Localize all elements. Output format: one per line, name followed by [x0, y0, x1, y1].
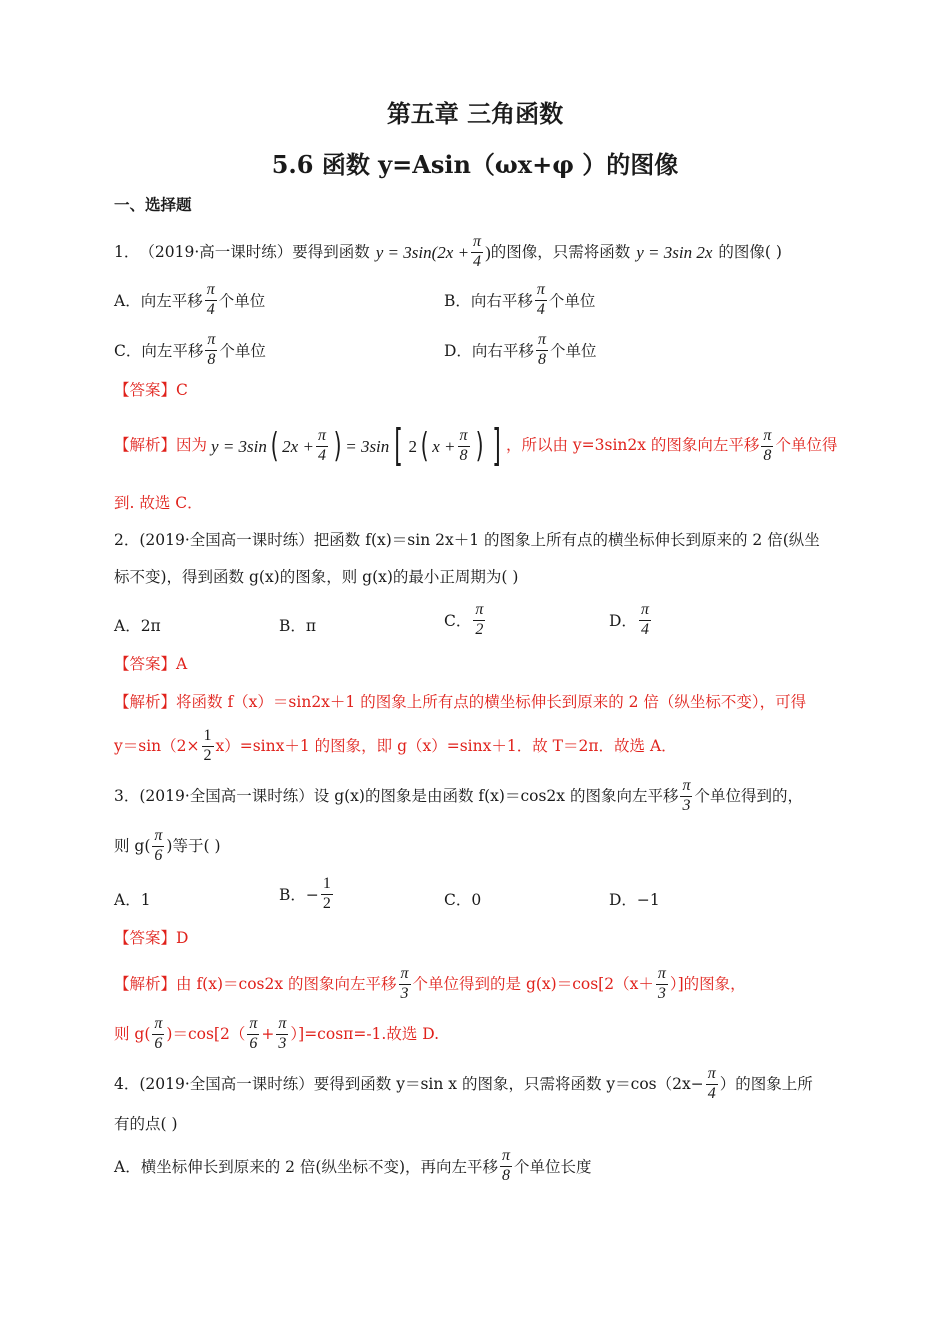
q2-option-b[interactable]: B．π	[279, 617, 317, 635]
q1-explanation: 【解析】 因为 y = 3sin ( 2x + $\frac{\pi}{4}$ ) = 3sin [ 2 ( x + $\frac{\pi}{8}$ ) ] ，所以由 y=3sin2x 的图象向左平移 $\frac{\pi}{8}$ 个单位得	[114, 420, 838, 471]
q2-option-c[interactable]: C． $\frac{\pi}{2}$	[444, 601, 484, 638]
q3-option-c[interactable]: C．0	[444, 891, 482, 909]
q4-stem-cont: 有的点( )	[114, 1115, 178, 1133]
q3-explanation-cont: 则 g( $\frac{\pi}{6}$ )＝cos[2（ $\frac{\pi}{6}$ + $\frac{\pi}{3}$ ）]=cosπ=-1.故选 D.	[114, 1015, 440, 1052]
q2-stem: 2．(2019·全国高一课时练）把函数 f(x)＝sin 2x＋1 的图象上所有点的横坐标伸长到原来的 2 倍(纵坐	[114, 531, 820, 549]
q3-answer: 【答案】D	[114, 929, 189, 947]
q2-explanation: 【解析】 将函数 f（x）＝sin2x＋1 的图象上所有点的横坐标伸长到原来的 2 倍（纵坐标不变），可得	[114, 693, 807, 711]
q3-explanation: 【解析】 由 f(x)＝cos2x 的图象向左平移 $\frac{\pi}{3}$ 个单位得到的是 g(x)＝cos[2（x＋ $\frac{\pi}{3}$ ）]的图象，	[114, 965, 746, 1002]
q1-option-d[interactable]: D．向右平移 $\frac{\pi}{8}$ 个单位	[444, 331, 597, 368]
q2-option-a[interactable]: A．2π	[114, 617, 161, 635]
q1-option-b[interactable]: B．向右平移 $\frac{\pi}{4}$ 个单位	[444, 281, 596, 318]
q3-option-b[interactable]: B．− $\frac{1}{2}$	[279, 875, 331, 912]
q1-answer: 【答案】C	[114, 381, 188, 399]
section-label: 一、选择题	[114, 195, 192, 214]
q3-option-a[interactable]: A．1	[114, 891, 151, 909]
chapter-title: 第五章 三角函数	[386, 99, 564, 128]
q2-answer: 【答案】A	[114, 655, 188, 673]
q1-option-a[interactable]: A．向左平移 $\frac{\pi}{4}$ 个单位	[114, 281, 266, 318]
q2-stem-cont: 标不变)，得到函数 g(x)的图象，则 g(x)的最小正周期为( )	[114, 568, 519, 586]
section-title: 5.6 函数 y=Asin（ωx+φ ）的图像	[271, 150, 679, 179]
q1-stem: 1． （2019·高一课时练）要得到函数 y = 3sin(2x + $\frac{\pi}{4}$ ) 的图像，只需将函数 y = 3sin 2x 的图像( )	[114, 233, 782, 270]
q4-option-a[interactable]: A．横坐标伸长到原来的 2 倍(纵坐标不变)，再向左平移 $\frac{\pi}{8}$ 个单位长度	[114, 1147, 592, 1184]
q1-option-c[interactable]: C．向左平移 $\frac{\pi}{8}$ 个单位	[114, 331, 266, 368]
q4-stem: 4．(2019·全国高一课时练）要得到函数 y＝sin x 的图象，只需将函数 y＝cos（2x− $\frac{\pi}{4}$ ）的图象上所	[114, 1065, 813, 1102]
q2-explanation-cont: y＝sin（2× $\frac{1}{2}$ x）=sinx＋1 的图象，即 g（x）=sinx＋1．故 T＝2π．故选 A．	[114, 727, 677, 764]
q3-stem-cont: 则 g( $\frac{\pi}{6}$ )等于( )	[114, 827, 221, 864]
q3-stem: 3．(2019·全国高一课时练）设 g(x)的图象是由函数 f(x)＝cos2x 的图象向左平移 $\frac{\pi}{3}$ 个单位得到的，	[114, 777, 803, 814]
q3-option-d[interactable]: D．−1	[609, 891, 660, 909]
q1-explanation-cont: 到. 故选 C．	[114, 494, 203, 512]
q2-option-d[interactable]: D． $\frac{\pi}{4}$	[609, 601, 649, 638]
fraction: $\frac{\pi}{4}$	[473, 233, 482, 270]
